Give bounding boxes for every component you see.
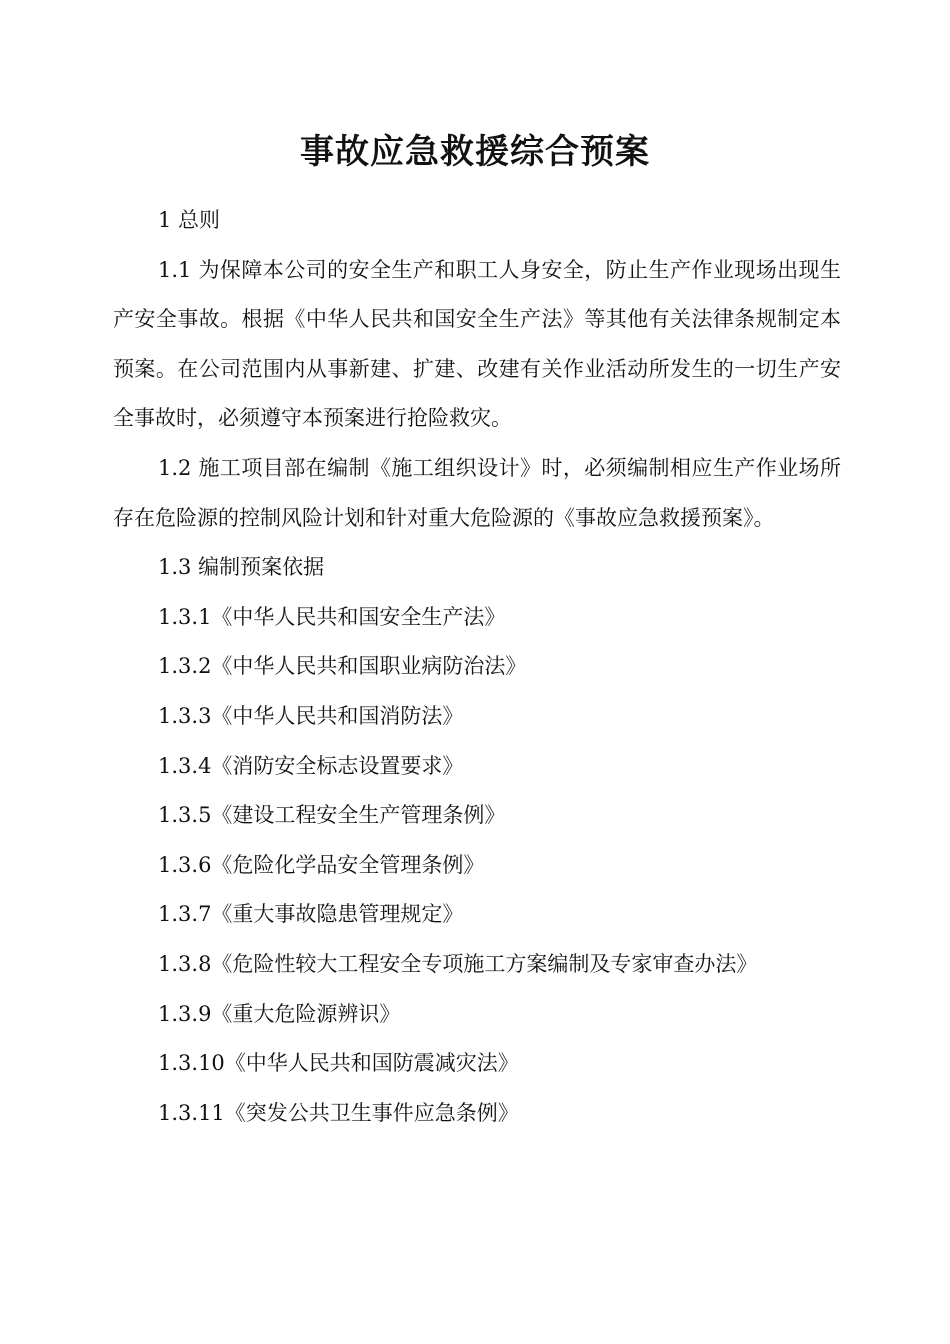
basis-item-3: 1.3.3《中华人民共和国消防法》	[158, 703, 464, 728]
paragraph-1-2: 1.2 施工项目部在编制《施工组织设计》时，必须编制相应生产作业场所存在危险源的控制风险计划和针对重大危险源的《事故应急救援预案》。	[113, 455, 841, 530]
section-heading-general: 1 总则	[158, 208, 221, 232]
paragraph-1-1: 1.1 为保障本公司的安全生产和职工人身安全，防止生产作业现场出现生产安全事故。根据《中华人民共和国安全生产法》等其他有关法律条规制定本预案。在公司范围内从事新建、扩建、改建有关作业活动所发生的一切生产安全事故时，必须遵守本预案进行抢险救灾。	[113, 257, 841, 431]
basis-item-7: 1.3.7《重大事故隐患管理规定》	[158, 902, 464, 927]
section-heading-basis: 1.3 编制预案依据	[158, 555, 325, 580]
document-title: 事故应急救援综合预案	[300, 132, 650, 172]
basis-item-4: 1.3.4《消防安全标志设置要求》	[158, 753, 464, 778]
basis-item-5: 1.3.5《建设工程安全生产管理条例》	[158, 803, 506, 828]
basis-item-10: 1.3.10《中华人民共和国防震减灾法》	[158, 1051, 519, 1076]
basis-item-6: 1.3.6《危险化学品安全管理条例》	[158, 852, 485, 877]
basis-item-2: 1.3.2《中华人民共和国职业病防治法》	[158, 654, 527, 679]
basis-item-9: 1.3.9《重大危险源辨识》	[158, 1001, 401, 1026]
document-body	[113, 196, 841, 1138]
basis-item-11: 1.3.11《突发公共卫生事件应急条例》	[158, 1100, 519, 1125]
basis-item-8: 1.3.8《危险性较大工程安全专项施工方案编制及专家审查办法》	[158, 951, 758, 976]
basis-item-1: 1.3.1《中华人民共和国安全生产法》	[158, 604, 506, 629]
